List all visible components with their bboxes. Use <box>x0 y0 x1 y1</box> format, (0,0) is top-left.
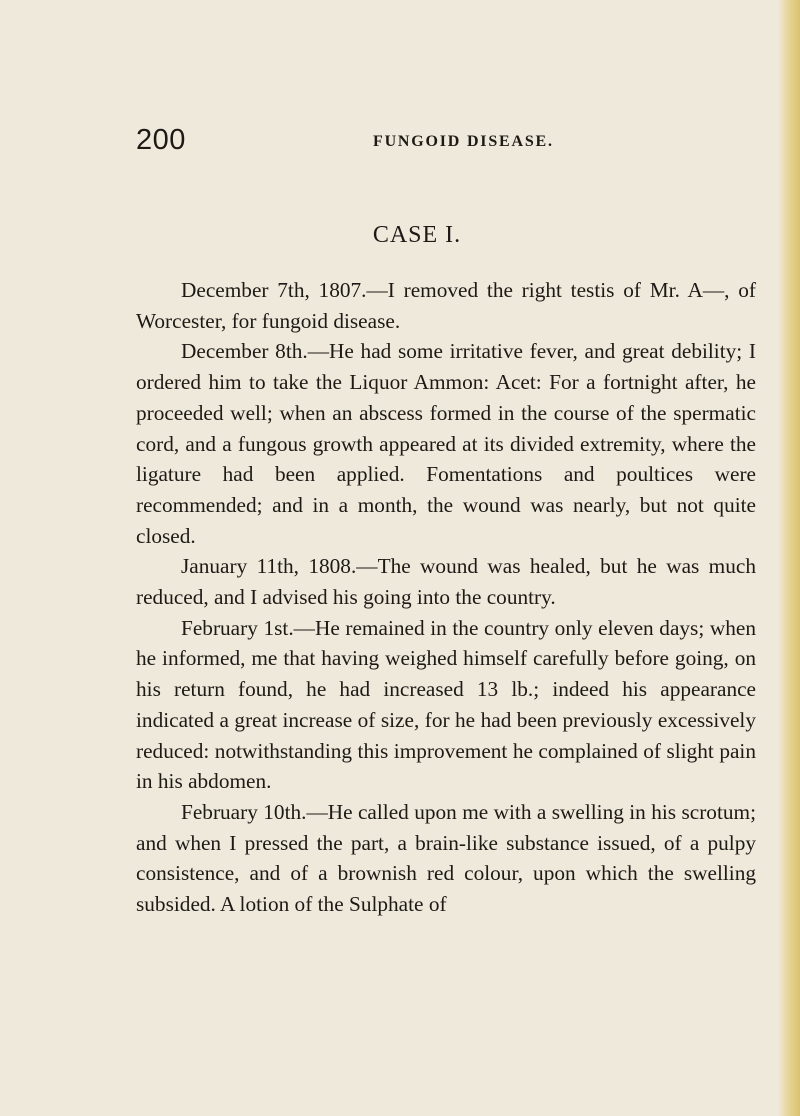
paragraph-dec-8: December 8th.—He had some irritative fever, and great debility; I ordered him to take the Liquor Ammon: Acet: For a fortnight after, he proceeded well; when an abscess formed in the course of the spermatic cord, and a fungous growth appeared at its divided extremity, where the ligature had been applied. Fomentations and poultices were recommended; and in a month, the wound was nearly, but not quite closed. <box>136 339 756 548</box>
running-head <box>136 124 756 160</box>
paragraph-jan-11: January 11th, 1808.—The wound was healed, but he was much reduced, and I advised his going into the country. <box>136 554 756 610</box>
paragraph-feb-10: February 10th.—He called upon me with a swelling in his scrotum; and when I pressed the part, a brain-like substance issued, of a pulpy consistence, and of a brownish red colour, upon which the swelling subsided. A lotion of the Sulphate of <box>136 799 756 917</box>
paragraph-feb-1: February 1st.—He remained in the country only eleven days; when he informed, me that having weighed himself carefully before going, on his return found, he had increased 13 lb.; indeed his appearance indicated a great increase of size, for he had been previously excessively reduced: notwithstanding this improvement he complained of slight pain in his abdomen. <box>136 615 756 794</box>
running-title: FUNGOID DISEASE. <box>373 133 554 150</box>
case-heading-text: CASE I. <box>372 222 462 248</box>
paragraph-dec-7: December 7th, 1807.—I removed the right testis of Mr. A—, of Worcester, for fungoid disease. <box>136 278 756 333</box>
body-text <box>136 275 756 920</box>
page-number: 200 <box>136 124 186 156</box>
case-heading <box>0 222 800 249</box>
page-edge-shadow <box>778 0 800 1116</box>
